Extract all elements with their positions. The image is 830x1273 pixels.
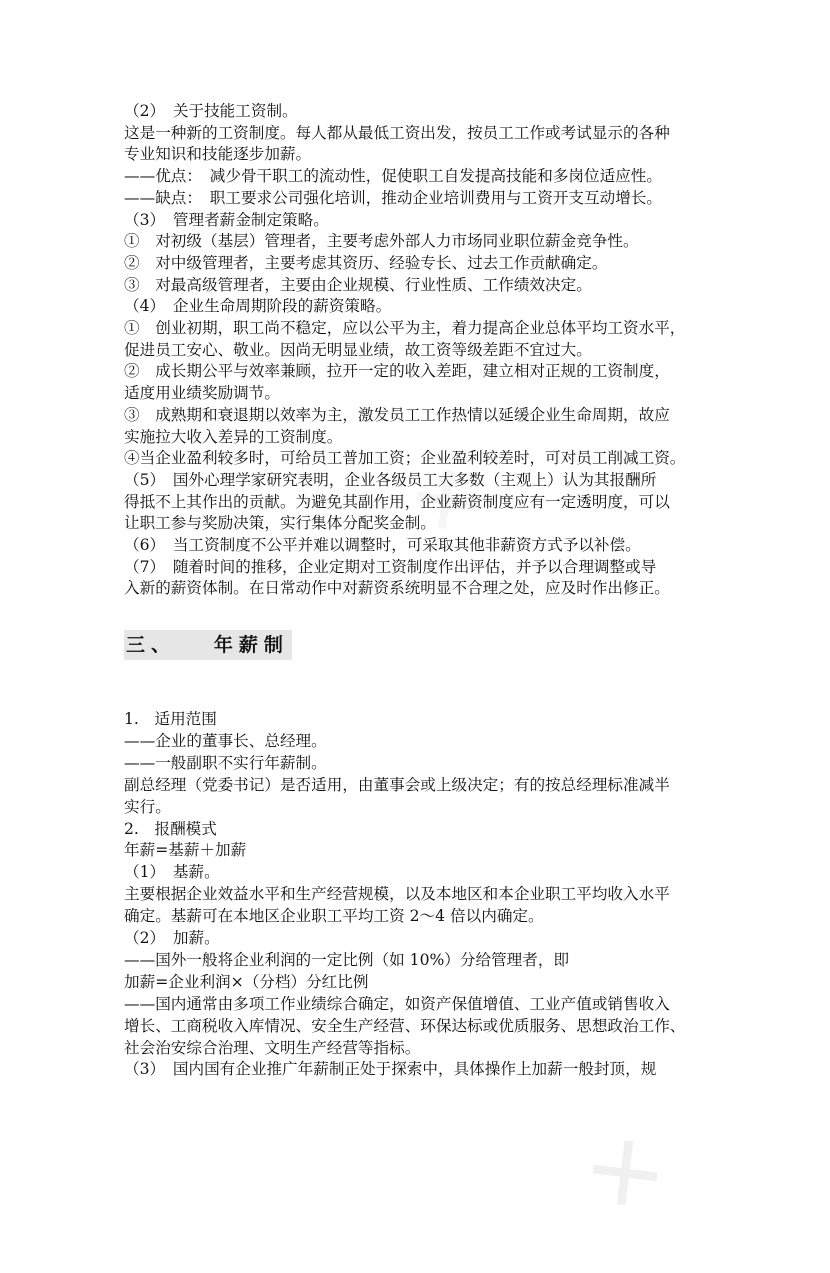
text-line: 专业知识和技能逐步加薪。 — [124, 145, 312, 164]
text-line: 1. 适用范围 — [124, 710, 217, 728]
text-line: ④当企业盈利较多时，可给员工普加工资；企业盈利较差时，可对员工削减工资。 — [124, 449, 686, 468]
text-line: 促进员工安心、敬业。因尚无明显业绩，故工资等级差距不宜过大。 — [124, 340, 592, 359]
text-line: （2） 加薪。 — [124, 929, 220, 947]
text-line: （5） 国外心理学家研究表明，企业各级员工大多数（主观上）认为其报酬所 — [124, 470, 657, 489]
text-line: ——国内通常由多项工作业绩综合确定，如资产保值增值、工业产值或销售收入 — [124, 994, 670, 1013]
text-line: 实施拉大收入差异的工资制度。 — [124, 427, 343, 446]
text-line: 副总经理（党委书记）是否适用，由董事会或上级决定；有的按总经理标准减半 — [124, 775, 670, 794]
text-line: （2） 关于技能工资制。 — [124, 102, 298, 120]
text-line: （1） 基薪。 — [124, 863, 220, 882]
watermark-mark: ✕ — [391, 443, 502, 559]
text-line: ③ 对最高级管理者，主要由企业规模、行业性质、工作绩效决定。 — [124, 275, 592, 294]
text-line: （6） 当工资制度不公平并难以调整时，可采取其他非薪资方式予以补偿。 — [124, 536, 641, 554]
watermark-mark: ✕ — [565, 1110, 687, 1238]
text-line: （3） 管理者薪金制定策略。 — [124, 210, 329, 229]
text-line: ——企业的董事长、总经理。 — [124, 731, 327, 750]
text-line: 这是一种新的工资制度。每人都从最低工资出发，按员工工作或考试显示的各种 — [124, 123, 670, 142]
text-line: 入新的薪资体制。在日常动作中对薪资系统明显不合理之处，应及时作出修正。 — [124, 579, 670, 598]
text-line: ① 创业初期，职工尚不稳定，应以公平为主，着力提高企业总体平均工资水平， — [124, 319, 686, 337]
text-line: ① 对初级（基层）管理者，主要考虑外部人力市场同业职位薪金竞争性。 — [124, 232, 639, 251]
text-line: ② 对中级管理者，主要考虑其资历、经验专长、过去工作贡献确定。 — [124, 253, 608, 272]
text-line: 社会治安综合治理、文明生产经营等指标。 — [124, 1038, 421, 1057]
text-line: 年薪=基薪＋加薪 — [124, 841, 247, 860]
text-line: 让职工参与奖励决策，实行集体分配奖金制。 — [124, 514, 436, 533]
text-line: 主要根据企业效益水平和生产经营规模，以及本地区和本企业职工平均收入水平 — [124, 885, 670, 904]
text-line: ——优点： 减少骨干职工的流动性，促使职工自发提高技能和多岗位适应性。 — [124, 167, 662, 186]
section-heading: 三、 年薪制 — [124, 630, 292, 660]
text-line: （3） 国内国有企业推广年薪制正处于探索中，具体操作上加薪一般封顶，规 — [124, 1060, 657, 1079]
text-line: ——一般副职不实行年薪制。 — [124, 753, 327, 772]
text-line: ② 成长期公平与效率兼顾，拉开一定的收入差距，建立相对正规的工资制度， — [124, 362, 670, 381]
text-line: 得抵不上其作出的贡献。为避免其副作用，企业薪资制度应有一定透明度，可以 — [124, 492, 670, 511]
text-line: 2. 报酬模式 — [124, 819, 217, 838]
text-line: （7） 随着时间的推移，企业定期对工资制度作出评估，并予以合理调整或导 — [124, 557, 657, 576]
text-line: （4） 企业生命周期阶段的薪资策略。 — [124, 297, 392, 316]
text-line: ——国外一般将企业利润的一定比例（如 10%）分给管理者，即 — [124, 950, 570, 969]
text-line: 适度用业绩奖励调节。 — [124, 384, 280, 403]
text-line: ——缺点： 职工要求公司强化培训，推动企业培训费用与工资开支互动增长。 — [124, 188, 662, 207]
text-line: 确定。基薪可在本地区企业职工平均工资 2～4 倍以内确定。 — [124, 907, 544, 926]
text-line: 加薪=企业利润×（分档）分红比例 — [124, 972, 369, 991]
text-line: ③ 成熟期和衰退期以效率为主，激发员工工作热情以延缓企业生命周期，故应 — [124, 405, 670, 424]
text-line: 实行。 — [124, 797, 171, 816]
text-line: 增长、工商税收入库情况、安全生产经营、环保达标或优质服务、思想政治工作、 — [124, 1016, 686, 1035]
